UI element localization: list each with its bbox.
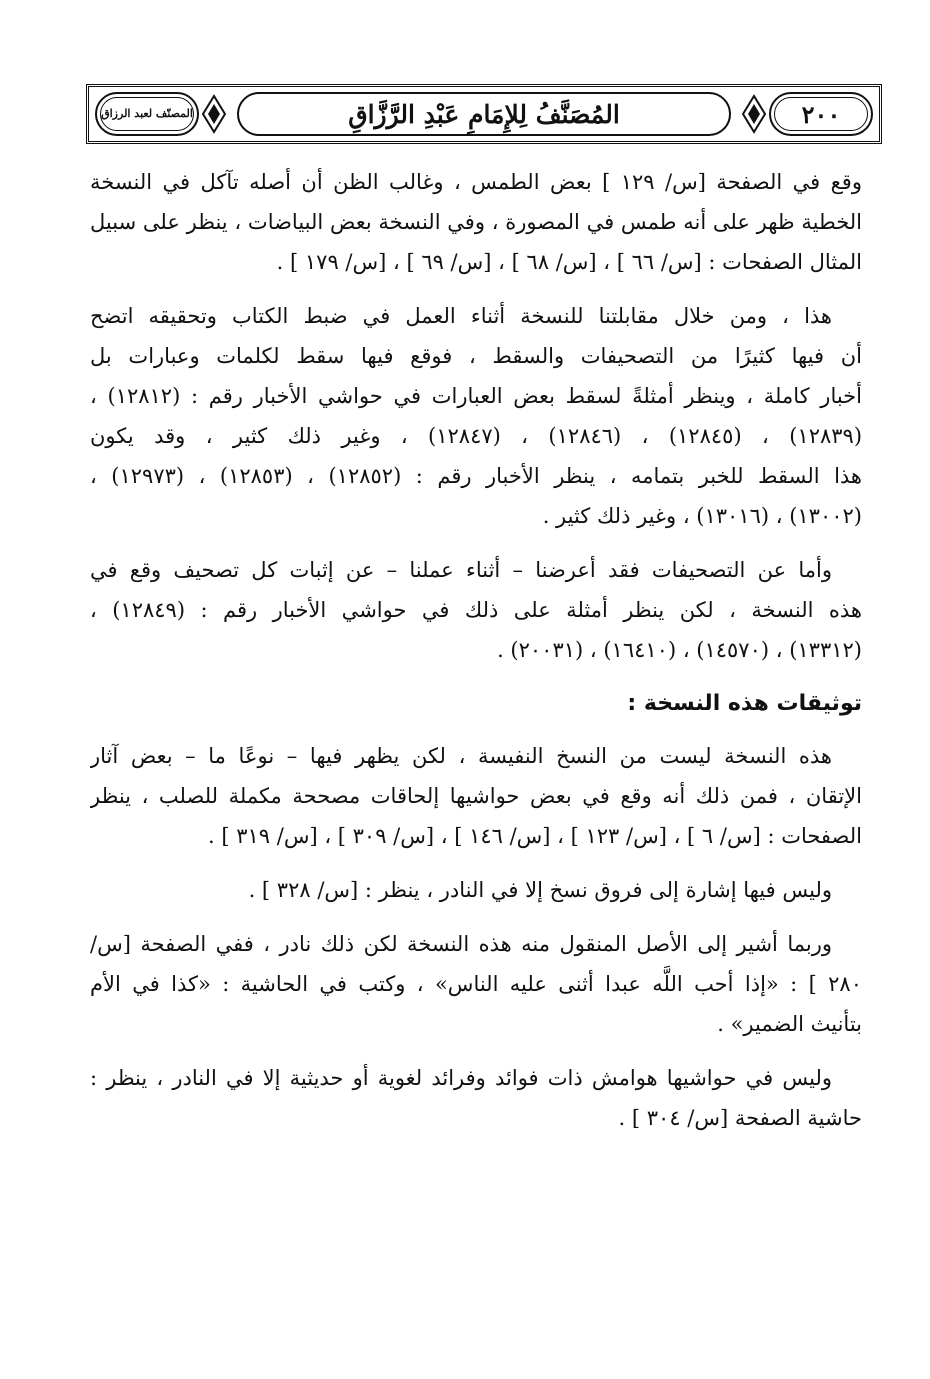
text-line: المثال الصفحات : [س/ ٦٦ ] ، [س/ ٦٨ ] ، [س/ ٦٩ ] ، [س/ ١٧٩ ] . (276, 250, 862, 274)
text-line: أخبار كاملة ، وينظر أمثلةً لسقط بعض العبارات في حواشي الأخبار رقم : (١٢٨١٢) ، (90, 384, 862, 408)
page-number: ٢٠٠ (801, 99, 841, 129)
text-line: هذا السقط للخبر بتمامه ، ينظر الأخبار رقم : (١٢٨٥٢) ، (١٢٨٥٣) ، (١٢٩٧٣) ، (90, 464, 862, 488)
ornament-icon (199, 92, 229, 136)
paragraph (90, 162, 862, 282)
text-line: (١٣٣١٢) ، (١٤٥٧٠) ، (١٦٤١٠) ، (٢٠٠٣١) . (497, 638, 862, 662)
paragraph (90, 1058, 862, 1138)
text-line: هذه النسخة ليست من النسخ النفيسة ، لكن يظهر فيها – نوعًا ما – بعض آثار (90, 744, 832, 768)
text-line: أن فيها كثيرًا من التصحيفات والسقط ، فوقع فيها سقط لكلمات وعبارات بل (90, 344, 862, 368)
text-line: هذا ، ومن خلال مقابلتنا للنسخة أثناء العمل في ضبط الكتاب وتحقيقه اتضح (90, 304, 832, 328)
paragraph (90, 870, 862, 910)
text-line: الإتقان ، فمن ذلك أنه وقع في بعض حواشيها إلحاقات مصححة مكملة للصلب ، ينظر (90, 784, 862, 808)
text-line: حاشية الصفحة [س/ ٣٠٤ ] . (618, 1106, 862, 1130)
text-line: وقع في الصفحة [س/ ١٢٩ ] بعض الطمس ، وغالب الظن أن أصله تآكل في النسخة (90, 170, 862, 194)
text-line: (١٣٠٠٢) ، (١٣٠١٦) ، وغير ذلك كثير . (542, 504, 862, 528)
page-body (90, 162, 862, 1152)
text-line: ٢٨٠ ] : «إذا أحب اللَّه عبدا أثنى عليه الناس» ، وكتب في الحاشية : «كذا في الأم (90, 972, 862, 996)
paragraph (90, 736, 862, 856)
running-title: المُصَنَّفُ لِلإِمَامِ عَبْدِ الرَّزَّاقِ (237, 92, 731, 136)
book-logo-text: المصنّف لعبد الرزاق (101, 107, 193, 120)
text-line: الصفحات : [س/ ٦ ] ، [س/ ١٢٣ ] ، [س/ ١٤٦ ] ، [س/ ٣٠٩ ] ، [س/ ٣١٩ ] . (208, 824, 862, 848)
paragraph (90, 550, 862, 670)
text-line: وربما أشير إلى الأصل المنقول منه هذه النسخة لكن ذلك نادر ، ففي الصفحة [س/ (90, 932, 832, 956)
text-line: وأما عن التصحيفات فقد أعرضنا – أثناء عملنا – عن إثبات كل تصحيف وقع في (90, 558, 832, 582)
ornament-icon (739, 92, 769, 136)
book-logo-medallion (95, 92, 199, 136)
paragraph (90, 924, 862, 1044)
text-line: (١٢٨٣٩) ، (١٢٨٤٥) ، (١٢٨٤٦) ، (١٢٨٤٧) ، وغير ذلك كثير ، وقد يكون (90, 424, 862, 448)
text-line: وليس فيها إشارة إلى فروق نسخ إلا في النادر ، ينظر : [س/ ٣٢٨ ] . (248, 878, 832, 902)
running-header (86, 84, 882, 144)
page-number-medallion (769, 92, 873, 136)
paragraph (90, 296, 862, 536)
section-heading: توثيقات هذه النسخة : (627, 691, 862, 716)
text-line: هذه النسخة ، لكن ينظر أمثلة على ذلك في حواشي الأخبار رقم : (١٢٨٤٩) ، (90, 598, 862, 622)
text-line: وليس في حواشيها هوامش ذات فوائد وفرائد لغوية أو حديثية إلا في النادر ، ينظر : (90, 1066, 832, 1090)
text-line: بتأنيث الضمير» . (717, 1012, 862, 1036)
text-line: الخطية ظهر على أنه طمس في المصورة ، وفي النسخة بعض البياضات ، ينظر على سبيل (90, 210, 862, 234)
